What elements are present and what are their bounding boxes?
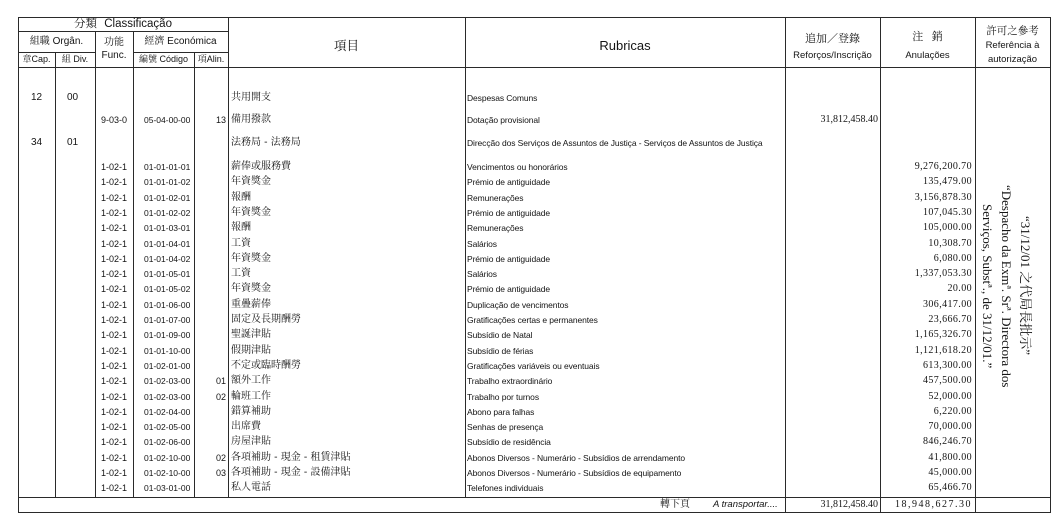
table-row [0, 391, 1057, 403]
division-code: 01 [66, 137, 79, 148]
rubrica-name: Prémio de antiguidade [467, 207, 550, 218]
chapter-header: 章Cap. [22, 54, 51, 64]
economic-code: 01-01-05-01 [144, 269, 191, 280]
economic-code: 01-03-01-00 [144, 483, 191, 494]
anulacao-amount: 846,246.70 [923, 436, 972, 448]
economic-code: 01-01-01-02 [144, 177, 191, 188]
economic-code: 01-02-04-00 [144, 406, 191, 417]
item-name-zh: 報酬 [231, 222, 251, 234]
carry-forward-anulacoes-total: 18,948,627.30 [895, 499, 972, 510]
rubrica-name: Trabalho extraordinário [467, 376, 553, 387]
economic-code: 01-02-10-00 [144, 452, 191, 463]
functional-code: 1-02-1 [100, 269, 127, 280]
economic-code: 01-02-06-00 [144, 437, 191, 448]
grid-rule-vertical [785, 17, 786, 513]
economic-code: 01-01-04-02 [144, 253, 191, 264]
item-name-zh: 假期津貼 [231, 344, 271, 356]
functional-code: 1-02-1 [100, 238, 127, 249]
anulacao-amount: 1,165,326.70 [914, 329, 972, 341]
items-header-zh: 項目 [333, 38, 359, 53]
chapter-code: 34 [30, 137, 43, 148]
item-name-zh: 各項補助 - 現金 - 設備津貼 [231, 467, 351, 478]
alinea-code: 03 [215, 468, 226, 478]
rubrica-name: Prémio de antiguidade [467, 253, 550, 264]
anulacao-amount: 135,479.00 [923, 176, 972, 188]
rubrica-name: Subsídio de residência [467, 437, 551, 448]
function-header-zh: 功能 [104, 37, 124, 48]
economic-code: 01-01-01-01 [144, 162, 191, 172]
anulacao-amount: 1,121,618.20 [914, 344, 972, 356]
rubrica-name: Remunerações [467, 223, 524, 234]
table-row [0, 92, 1057, 104]
item-name-zh: 年資獎金 [231, 252, 271, 264]
item-name-zh: 輪班工作 [231, 390, 271, 402]
function-header-pt: Func. [101, 50, 127, 61]
economic-code: 01-02-01-00 [144, 360, 191, 371]
authorization-note-line: “31/12/01 之代局長批示” [1018, 216, 1033, 356]
anulacao-amount: 52,000.00 [928, 390, 972, 402]
functional-code: 1-02-1 [100, 360, 127, 371]
anulacao-amount: 105,000.00 [923, 222, 972, 234]
item-name-zh: 報酬 [231, 191, 251, 203]
table-row [0, 467, 1057, 479]
table-row [0, 375, 1057, 387]
item-name-zh: 年資獎金 [231, 176, 271, 188]
table-row [0, 421, 1057, 433]
grid-rule-vertical [1050, 17, 1051, 513]
functional-code: 1-02-1 [100, 253, 127, 264]
economic-code: 01-02-03-00 [144, 391, 191, 402]
economic-code: 01-02-05-00 [144, 422, 191, 433]
economic-code: 01-01-07-00 [144, 315, 191, 325]
economic-code: 01-01-06-00 [144, 299, 191, 310]
rubrica-name: Remunerações [467, 192, 524, 203]
reforcos-header-zh: 追加／登錄 [805, 32, 860, 45]
item-name-zh: 共用開支 [231, 92, 271, 103]
rubrica-name: Prémio de antiguidade [467, 284, 550, 295]
item-name-zh: 年資獎金 [231, 283, 271, 295]
authorization-header-pt-line2: autorização [987, 54, 1038, 65]
authorization-note-line: Serviços, Substª., de 31/12/01.” [980, 203, 995, 369]
economic-header: 經濟 Económica [144, 36, 217, 47]
functional-code: 1-02-1 [100, 483, 127, 494]
anulacao-amount: 6,220.00 [933, 405, 972, 417]
carry-forward-reforcos-total: 31,812,458.40 [820, 499, 878, 510]
grid-rule-horizontal [133, 52, 229, 53]
item-name-zh: 工資 [231, 237, 251, 249]
anulacao-amount: 45,000.00 [928, 467, 972, 478]
rubrica-name: Abonos Diversos - Numerário - Subsídios de equipamento [467, 468, 682, 478]
rubrica-name: Gratificações variáveis ou eventuais [467, 360, 600, 371]
table-row [0, 452, 1057, 464]
chapter-code: 12 [30, 92, 43, 103]
item-name-zh: 房屋津貼 [231, 436, 271, 448]
table-row [0, 238, 1057, 250]
rubrica-name: Prémio de antiguidade [467, 177, 550, 188]
economic-code: 01-01-10-00 [144, 345, 191, 356]
item-name-zh: 重疊薪俸 [231, 298, 271, 310]
table-row [0, 299, 1057, 311]
grid-rule-horizontal [18, 512, 1051, 513]
alinea-code: 13 [215, 115, 226, 125]
item-name-zh: 私人電話 [231, 482, 271, 494]
rubrica-name: Vencimentos ou honorários [467, 162, 568, 172]
rubrica-name: Abonos Diversos - Numerário - Subsídios de arrendamento [467, 452, 685, 463]
functional-code: 1-02-1 [100, 422, 127, 433]
alinea-header: 項Alin. [197, 54, 225, 64]
item-name-zh: 法務局 - 法務局 [231, 137, 301, 148]
item-name-zh: 備用撥款 [231, 114, 271, 125]
rubrica-name: Duplicação de vencimentos [467, 299, 569, 310]
grid-rule-horizontal [18, 67, 1051, 68]
item-name-zh: 各項補助 - 現金 - 租賃津貼 [231, 451, 351, 463]
anulacao-amount: 1,337,053.30 [914, 268, 972, 280]
economic-code: 01-01-09-00 [144, 330, 191, 341]
economic-code: 01-01-03-01 [144, 223, 191, 234]
economic-code: 01-02-10-00 [144, 468, 191, 478]
table-row [0, 329, 1057, 341]
anulacao-amount: 10,308.70 [928, 237, 972, 249]
item-name-zh: 年資獎金 [231, 206, 271, 218]
grid-rule-vertical [228, 17, 229, 498]
table-row [0, 314, 1057, 326]
grid-rule-vertical [55, 52, 56, 498]
grid-rule-vertical [194, 52, 195, 498]
economic-code: 01-01-02-01 [144, 192, 191, 203]
authorization-header-zh: 許可之參考 [986, 25, 1039, 37]
carry-forward-row [0, 499, 1057, 511]
table-row [0, 406, 1057, 418]
economic-code: 05-04-00-00 [144, 115, 191, 125]
anulacao-amount: 65,466.70 [928, 482, 972, 494]
grid-rule-vertical [975, 17, 976, 513]
rubrica-name: Despesas Comuns [467, 93, 538, 103]
division-code: 00 [66, 92, 79, 103]
anulacao-amount: 20.00 [947, 283, 972, 295]
rubrica-name: Dotação provisional [467, 115, 540, 125]
rubrica-name: Direcção dos Serviços de Assuntos de Justiça - Serviços de Assuntos de Justiça [467, 138, 763, 148]
anulacoes-header-pt: Anulações [905, 50, 950, 61]
functional-code: 1-02-1 [100, 223, 127, 234]
economic-code: 01-01-05-02 [144, 284, 191, 295]
rubrica-name: Gratificações certas e permanentes [467, 315, 598, 325]
anulacao-amount: 9,276,200.70 [914, 161, 972, 172]
functional-code: 1-02-1 [100, 391, 127, 402]
table-row [0, 268, 1057, 280]
authorization-reference-note [977, 170, 1035, 402]
anulacao-amount: 306,417.00 [923, 298, 972, 310]
item-name-zh: 聖誕津貼 [231, 329, 271, 341]
table-row [0, 114, 1057, 126]
grid-rule-vertical [465, 17, 466, 498]
table-row [0, 283, 1057, 295]
functional-code: 1-02-1 [100, 452, 127, 463]
rubrica-name: Telefones individuais [467, 483, 544, 494]
alinea-code: 01 [215, 376, 226, 387]
rubrica-name: Subsídio de férias [467, 345, 534, 356]
functional-code: 1-02-1 [100, 162, 127, 172]
anulacao-amount: 41,800.00 [928, 451, 972, 463]
functional-code: 9-03-0 [100, 115, 127, 125]
organ-header: 組職 Orgân. [29, 36, 84, 47]
grid-rule-vertical [18, 17, 19, 513]
item-name-zh: 薪俸或服務費 [231, 161, 291, 172]
table-row [0, 137, 1057, 149]
reforcos-header-pt: Reforços/Inscrição [793, 50, 872, 61]
item-name-zh: 錯算補助 [231, 405, 271, 417]
carry-forward-label-zh: 轉下頁 [660, 499, 690, 510]
item-name-zh: 固定及長期酬勞 [231, 314, 301, 325]
grid-rule-vertical [880, 17, 881, 513]
item-name-zh: 不定或臨時酬勞 [231, 359, 301, 371]
table-row [0, 192, 1057, 204]
functional-code: 1-02-1 [100, 437, 127, 448]
functional-code: 1-02-1 [100, 315, 127, 325]
rubrica-name: Subsídio de Natal [467, 330, 533, 341]
table-row [0, 253, 1057, 265]
economic-code: 01-02-03-00 [144, 376, 191, 387]
functional-code: 1-02-1 [100, 468, 127, 478]
table-row [0, 345, 1057, 357]
table-row [0, 207, 1057, 219]
alinea-code: 02 [215, 391, 226, 402]
table-row [0, 176, 1057, 188]
rubrica-name: Salários [467, 269, 497, 280]
table-row [0, 161, 1057, 173]
anulacao-amount: 457,500.00 [923, 375, 972, 387]
economic-code: 01-01-02-02 [144, 207, 191, 218]
carry-forward-label-pt: A transportar.... [713, 499, 778, 510]
economic-code: 01-01-04-01 [144, 238, 191, 249]
classification-header: 分類 Classificação [74, 18, 172, 30]
reforco-amount: 31,812,458.40 [820, 114, 878, 125]
item-name-zh: 額外工作 [231, 375, 271, 387]
division-header: 組 Div. [61, 54, 89, 64]
functional-code: 1-02-1 [100, 330, 127, 341]
item-name-zh: 工資 [231, 268, 251, 280]
anulacao-amount: 23,666.70 [928, 314, 972, 325]
anulacao-amount: 3,156,878.30 [914, 191, 972, 203]
functional-code: 1-02-1 [100, 299, 127, 310]
functional-code: 1-02-1 [100, 284, 127, 295]
anulacao-amount: 107,045.30 [923, 206, 972, 218]
grid-rule-horizontal [18, 31, 229, 32]
rubrica-name: Senhas de presença [467, 422, 544, 433]
rubrica-name: Salários [467, 238, 497, 249]
functional-code: 1-02-1 [100, 345, 127, 356]
economic-code-header: 編號 Código [138, 54, 189, 64]
table-row [0, 482, 1057, 494]
rubricas-header: Rubricas [599, 38, 651, 53]
authorization-note-line: “Despacho da Exmª. Srª. Directora dos [999, 184, 1014, 388]
grid-rule-vertical [95, 31, 96, 498]
grid-rule-horizontal [18, 17, 1051, 18]
functional-code: 1-02-1 [100, 406, 127, 417]
functional-code: 1-02-1 [100, 207, 127, 218]
anulacao-amount: 6,080.00 [933, 252, 972, 264]
rubrica-name: Trabalho por turnos [467, 391, 539, 402]
grid-rule-horizontal [18, 497, 1051, 498]
table-row [0, 360, 1057, 372]
table-row [0, 222, 1057, 234]
grid-rule-horizontal [18, 52, 96, 53]
functional-code: 1-02-1 [100, 192, 127, 203]
rubrica-name: Abono para falhas [467, 406, 535, 417]
anulacoes-header-zh: 注 銷 [912, 30, 943, 43]
table-row [0, 436, 1057, 448]
grid-rule-vertical [133, 31, 134, 498]
functional-code: 1-02-1 [100, 177, 127, 188]
anulacao-amount: 613,300.00 [923, 359, 972, 371]
authorization-header-pt-line1: Referência à [985, 40, 1040, 51]
item-name-zh: 出席費 [231, 421, 261, 433]
anulacao-amount: 70,000.00 [928, 421, 972, 433]
functional-code: 1-02-1 [100, 376, 127, 387]
alinea-code: 02 [215, 452, 226, 463]
